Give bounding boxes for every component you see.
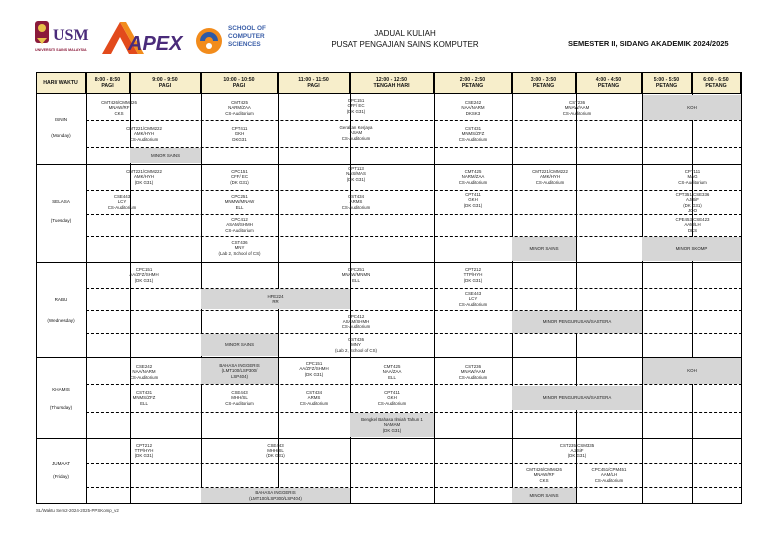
- class-text: CMT426/CMM426 MNAW/RF CKS: [526, 467, 562, 483]
- header-day-label: HARI/ WAKTU: [43, 79, 78, 86]
- class-text: CPT411 GKH (DK G31): [463, 192, 483, 208]
- day-label-friday: JUMAAT: [51, 461, 71, 466]
- class-text: MINOR SAINS: [150, 152, 181, 158]
- class-text: CSE443 LCY CS-Auditorium: [458, 291, 488, 307]
- class-text: CST434 ARMS CS-Auditorium: [299, 390, 329, 406]
- minor-sains-block[interactable]: [130, 148, 201, 163]
- class-cell[interactable]: [88, 191, 156, 213]
- col-3-period: PAGI: [232, 83, 246, 89]
- class-text: CPT111 MAG CS-Auditorium: [678, 169, 707, 185]
- day-label-tuesday-en: (Tuesday): [50, 218, 72, 223]
- header-col-6: [434, 72, 512, 94]
- class-cell[interactable]: [88, 386, 200, 410]
- class-text: BAHASA INGGERIS (LMT100/LSP300/LSP404): [249, 490, 302, 501]
- header-col-3: [201, 72, 278, 94]
- class-cell[interactable]: [320, 95, 392, 117]
- slot-divider: [86, 384, 742, 385]
- col-10-period: PETANG: [705, 83, 727, 89]
- col-2-time: 9:00 - 9:50: [152, 76, 178, 83]
- class-text: CPC251 MNAW/MNMN ELL: [341, 267, 371, 283]
- class-cell[interactable]: [645, 215, 740, 235]
- header-col-1: [86, 72, 130, 94]
- class-cell[interactable]: [280, 386, 348, 410]
- class-cell[interactable]: [88, 165, 200, 189]
- class-cell[interactable]: [88, 361, 200, 383]
- col-1-period: PAGI: [101, 83, 114, 89]
- class-text: CMT221/CMM222 AMK/HYH (DK G31): [126, 169, 162, 185]
- title-line1: JADUAL KULIAH: [374, 29, 436, 38]
- col-2-period: PAGI: [158, 83, 172, 89]
- school-cs-line1: SCHOOL OF: [228, 25, 266, 32]
- class-text: KOH: [687, 368, 697, 374]
- header-col-7: [512, 72, 576, 94]
- class-text: CPC151 AA/ZFZ/SHMH (DK G31): [299, 361, 329, 377]
- koh-block[interactable]: [643, 95, 741, 120]
- header-col-10: [692, 72, 741, 94]
- class-cell[interactable]: [203, 191, 276, 213]
- col-6-period: PETANG: [461, 83, 484, 89]
- minor-pengurusan-block[interactable]: [512, 311, 642, 333]
- class-text: CPT411 GKH CS-Auditorium: [377, 390, 407, 406]
- class-cell[interactable]: [203, 237, 276, 259]
- class-text: CMT425 NARM/ZAA CS-Auditorium: [225, 100, 254, 116]
- header-col-8: [576, 72, 642, 94]
- col-1-time: 8:00 - 8:50: [94, 76, 121, 83]
- class-cell[interactable]: [352, 361, 432, 383]
- class-cell[interactable]: [514, 439, 640, 462]
- class-cell[interactable]: [320, 164, 392, 184]
- class-cell[interactable]: [578, 464, 640, 486]
- apex-logo-text: APEX: [128, 33, 183, 55]
- class-text: CSE443 MHH/SL CS-Auditorium: [225, 390, 254, 406]
- day-label-monday-en: (Monday): [51, 133, 71, 138]
- school-cs-logo: [194, 24, 276, 58]
- hfe224-block[interactable]: [201, 289, 350, 309]
- class-text: CPC151 CFF/ EC (DK G31): [346, 98, 366, 114]
- col-8-time: 4:00 - 4:50: [595, 76, 622, 83]
- school-cs-line2: COMPUTER: [228, 33, 265, 40]
- class-cell[interactable]: [514, 165, 586, 189]
- day-label-tuesday: SELASA: [52, 199, 70, 204]
- class-text: MINOR PENGURUSAN/SASTERA: [542, 319, 612, 325]
- class-text: CSE443 LCY CS-Auditorium: [107, 194, 137, 210]
- class-text: CST236 MNAW/AAM CS-Auditorium: [562, 100, 592, 116]
- col-5-time: 12:00 - 12:50: [375, 76, 408, 83]
- header-day-time: [36, 72, 86, 94]
- class-cell[interactable]: [203, 97, 276, 119]
- class-text: MINOR SAINS: [529, 492, 559, 498]
- class-text: BAHASA INGGERIS (LMT100/LSP300/ LSP404): [219, 363, 260, 379]
- class-cell[interactable]: [514, 464, 574, 486]
- school-cs-emblem-icon: [194, 26, 224, 56]
- header-col-9: [642, 72, 692, 94]
- class-text: CPT411 GKH DKG31: [231, 126, 248, 142]
- class-text: CPT351/CSE336 AJ/SiF (DK G31) JOO: [675, 192, 710, 213]
- day-label-thursday-en: (Thursday): [49, 405, 73, 410]
- class-text: CSE242 NAA/NARM DKSK3: [461, 100, 485, 116]
- class-cell[interactable]: [320, 191, 392, 213]
- class-cell[interactable]: [203, 386, 276, 410]
- class-cell[interactable]: [280, 334, 432, 356]
- class-text: CST431 MNMS/ZFZ CS-Auditorium: [458, 126, 488, 142]
- usm-logo-subtext: UNIVERSITI SAINS MALAYSIA: [35, 48, 87, 52]
- class-text: CST236 MNAW/AAM CS-Auditorium: [458, 364, 488, 380]
- day-label-monday: [36, 117, 86, 123]
- bahasa-inggeris-block[interactable]: [201, 358, 278, 384]
- class-cell[interactable]: [90, 97, 148, 119]
- class-text: KOH: [687, 104, 697, 110]
- slot-divider: [86, 487, 742, 488]
- class-cell[interactable]: [436, 361, 510, 383]
- class-text: CST436 MNY (Lab 2, School of CS): [335, 337, 377, 353]
- day-label-friday-en: (Friday): [53, 474, 69, 479]
- day-label-wednesday: RABU: [54, 297, 68, 302]
- class-text: CST436 MNY (Lab 2, School of CS): [218, 240, 261, 256]
- class-cell[interactable]: [88, 263, 200, 287]
- class-cell[interactable]: [280, 263, 432, 287]
- col-6-time: 2:00 - 2:50: [459, 76, 486, 83]
- day-label-wednesday-en: (Wednesday): [47, 318, 75, 323]
- class-text: CPC451/CPM451 AAM/LH CS-Auditorium: [591, 467, 627, 483]
- class-text: Gerakan Kerjaya ASAM CS-Auditorium: [339, 125, 373, 141]
- class-cell[interactable]: [88, 122, 200, 146]
- class-cell[interactable]: [203, 439, 348, 462]
- minor-sains-block[interactable]: [512, 237, 576, 261]
- school-cs-line3: SCIENCES: [228, 41, 261, 48]
- header-col-5: [350, 72, 434, 94]
- class-text: CSE242 NAA/NARM CS-Auditorium: [129, 364, 159, 380]
- header-col-4: [278, 72, 350, 94]
- col-8-period: PETANG: [597, 83, 620, 89]
- class-text: CPE453/CSE423 AAM/LH DKS: [675, 217, 710, 233]
- class-cell[interactable]: [436, 289, 510, 309]
- class-text: CPT212 TTP/HYH (DK G31): [463, 267, 483, 283]
- class-text: CPC412 ASAM/SHMH CS-Auditorium: [341, 313, 371, 330]
- class-text: CMT221/CMM222 AMK/HYH CS-Auditorium: [126, 126, 162, 142]
- class-cell[interactable]: [203, 122, 276, 146]
- footer-reference: SL/Waktu Sem2-2024-2025-PPSKomp_v2: [36, 508, 119, 513]
- class-cell[interactable]: [436, 263, 510, 287]
- day-label-thursday: KHAMIS: [52, 387, 70, 392]
- class-cell[interactable]: [436, 187, 510, 213]
- class-text: CPC412 ASAM/SHMH CS-Auditorium: [225, 217, 254, 233]
- class-text: CST431 MNMS/ZFZ ELL: [132, 390, 156, 406]
- day-divider: [36, 357, 742, 358]
- class-text: HFE224 RR: [267, 293, 284, 304]
- slot-divider: [86, 190, 742, 191]
- col-9-period: PETANG: [655, 83, 678, 89]
- col-4-time: 11:00 - 11:50: [298, 76, 329, 83]
- minor-pengurusan-block[interactable]: [512, 386, 642, 410]
- class-cell[interactable]: [645, 165, 740, 189]
- bahasa-inggeris-block[interactable]: [201, 488, 350, 503]
- class-text: CPT113 NAS/MAS (DK G31): [346, 166, 366, 182]
- class-cell[interactable]: [203, 215, 276, 235]
- day-name: ISNIN: [54, 117, 68, 122]
- class-text: CST434 ARMS CS-Auditorium: [341, 194, 371, 210]
- minor-sains-block[interactable]: [201, 334, 278, 356]
- class-text: CPC251 MNMW/MNAW ELL: [224, 194, 255, 210]
- minor-sains-block[interactable]: [512, 488, 576, 503]
- class-text: CMT425 NARM/ZAA CS-Auditorium: [458, 169, 488, 185]
- header-col-2: [130, 72, 201, 94]
- class-cell[interactable]: [436, 165, 510, 189]
- slot-divider: [86, 214, 742, 215]
- class-text: MINOR SAINS: [529, 246, 559, 252]
- class-text: Bengkel Bahasa Ilmiah Tahun 1 NAMAM (DK G31): [361, 417, 423, 433]
- col-10-time: 6:00 - 6:50: [703, 76, 729, 83]
- class-cell[interactable]: [88, 439, 200, 462]
- slot-divider: [86, 463, 742, 464]
- class-text: CMT425 NAA/ZAA ELL: [382, 364, 402, 380]
- day-divider: [36, 503, 742, 504]
- class-cell[interactable]: [280, 121, 432, 145]
- class-cell[interactable]: [280, 311, 432, 332]
- class-text: CMT426/CMM426 MNAW/RF CKS: [101, 100, 137, 116]
- class-cell[interactable]: [436, 97, 510, 119]
- col-7-time: 3:00 - 3:50: [530, 76, 557, 83]
- col-9-time: 5:00 - 5:50: [653, 76, 680, 83]
- col-4-period: PAGI: [307, 83, 320, 89]
- col-5-period: TENGAH HARI: [373, 83, 410, 89]
- col-3-time: 10:00 - 10:50: [223, 76, 255, 83]
- class-cell[interactable]: [514, 97, 640, 119]
- page-title: [290, 28, 520, 50]
- class-text: CPT212 TTP/HYH (DK G31): [134, 442, 154, 459]
- class-text: CPC151 CFF/ EC (DK G31): [230, 169, 249, 185]
- usm-logo-text: USM: [53, 27, 89, 44]
- class-text: CSE443 MHH/SL (DK G31): [266, 442, 285, 459]
- title-line2: PUSAT PENGAJIAN SAINS KOMPUTER: [331, 40, 479, 49]
- class-text: MINOR SAINS: [224, 342, 255, 348]
- class-text: CST235/CSM335 AJ/SiF (DK G31): [559, 442, 595, 459]
- minor-skomp-block[interactable]: [642, 237, 741, 261]
- slot-divider: [86, 288, 742, 289]
- class-cell[interactable]: [645, 191, 740, 214]
- class-cell[interactable]: [436, 122, 510, 146]
- bengkel-block[interactable]: [350, 413, 434, 437]
- class-text: CMT221/CMM222 AMK/HYH CS-Auditorium: [532, 169, 568, 185]
- class-text: MINOR PENGURUSAN/SASTERA: [542, 395, 612, 401]
- usm-logo: [33, 18, 97, 56]
- col-7-period: PETANG: [532, 83, 555, 89]
- class-cell[interactable]: [352, 386, 432, 410]
- class-cell[interactable]: [280, 358, 348, 380]
- semester-label: SEMESTER II, SIDANG AKADEMIK 2024/2025: [568, 39, 729, 48]
- class-text: CPC151 AA/ZFZ/SHMH (DK G31): [129, 267, 159, 283]
- koh-block[interactable]: [643, 358, 741, 384]
- class-cell[interactable]: [203, 165, 276, 189]
- class-text: MINOR SKOMP: [675, 246, 708, 252]
- apex-logo: [98, 18, 184, 58]
